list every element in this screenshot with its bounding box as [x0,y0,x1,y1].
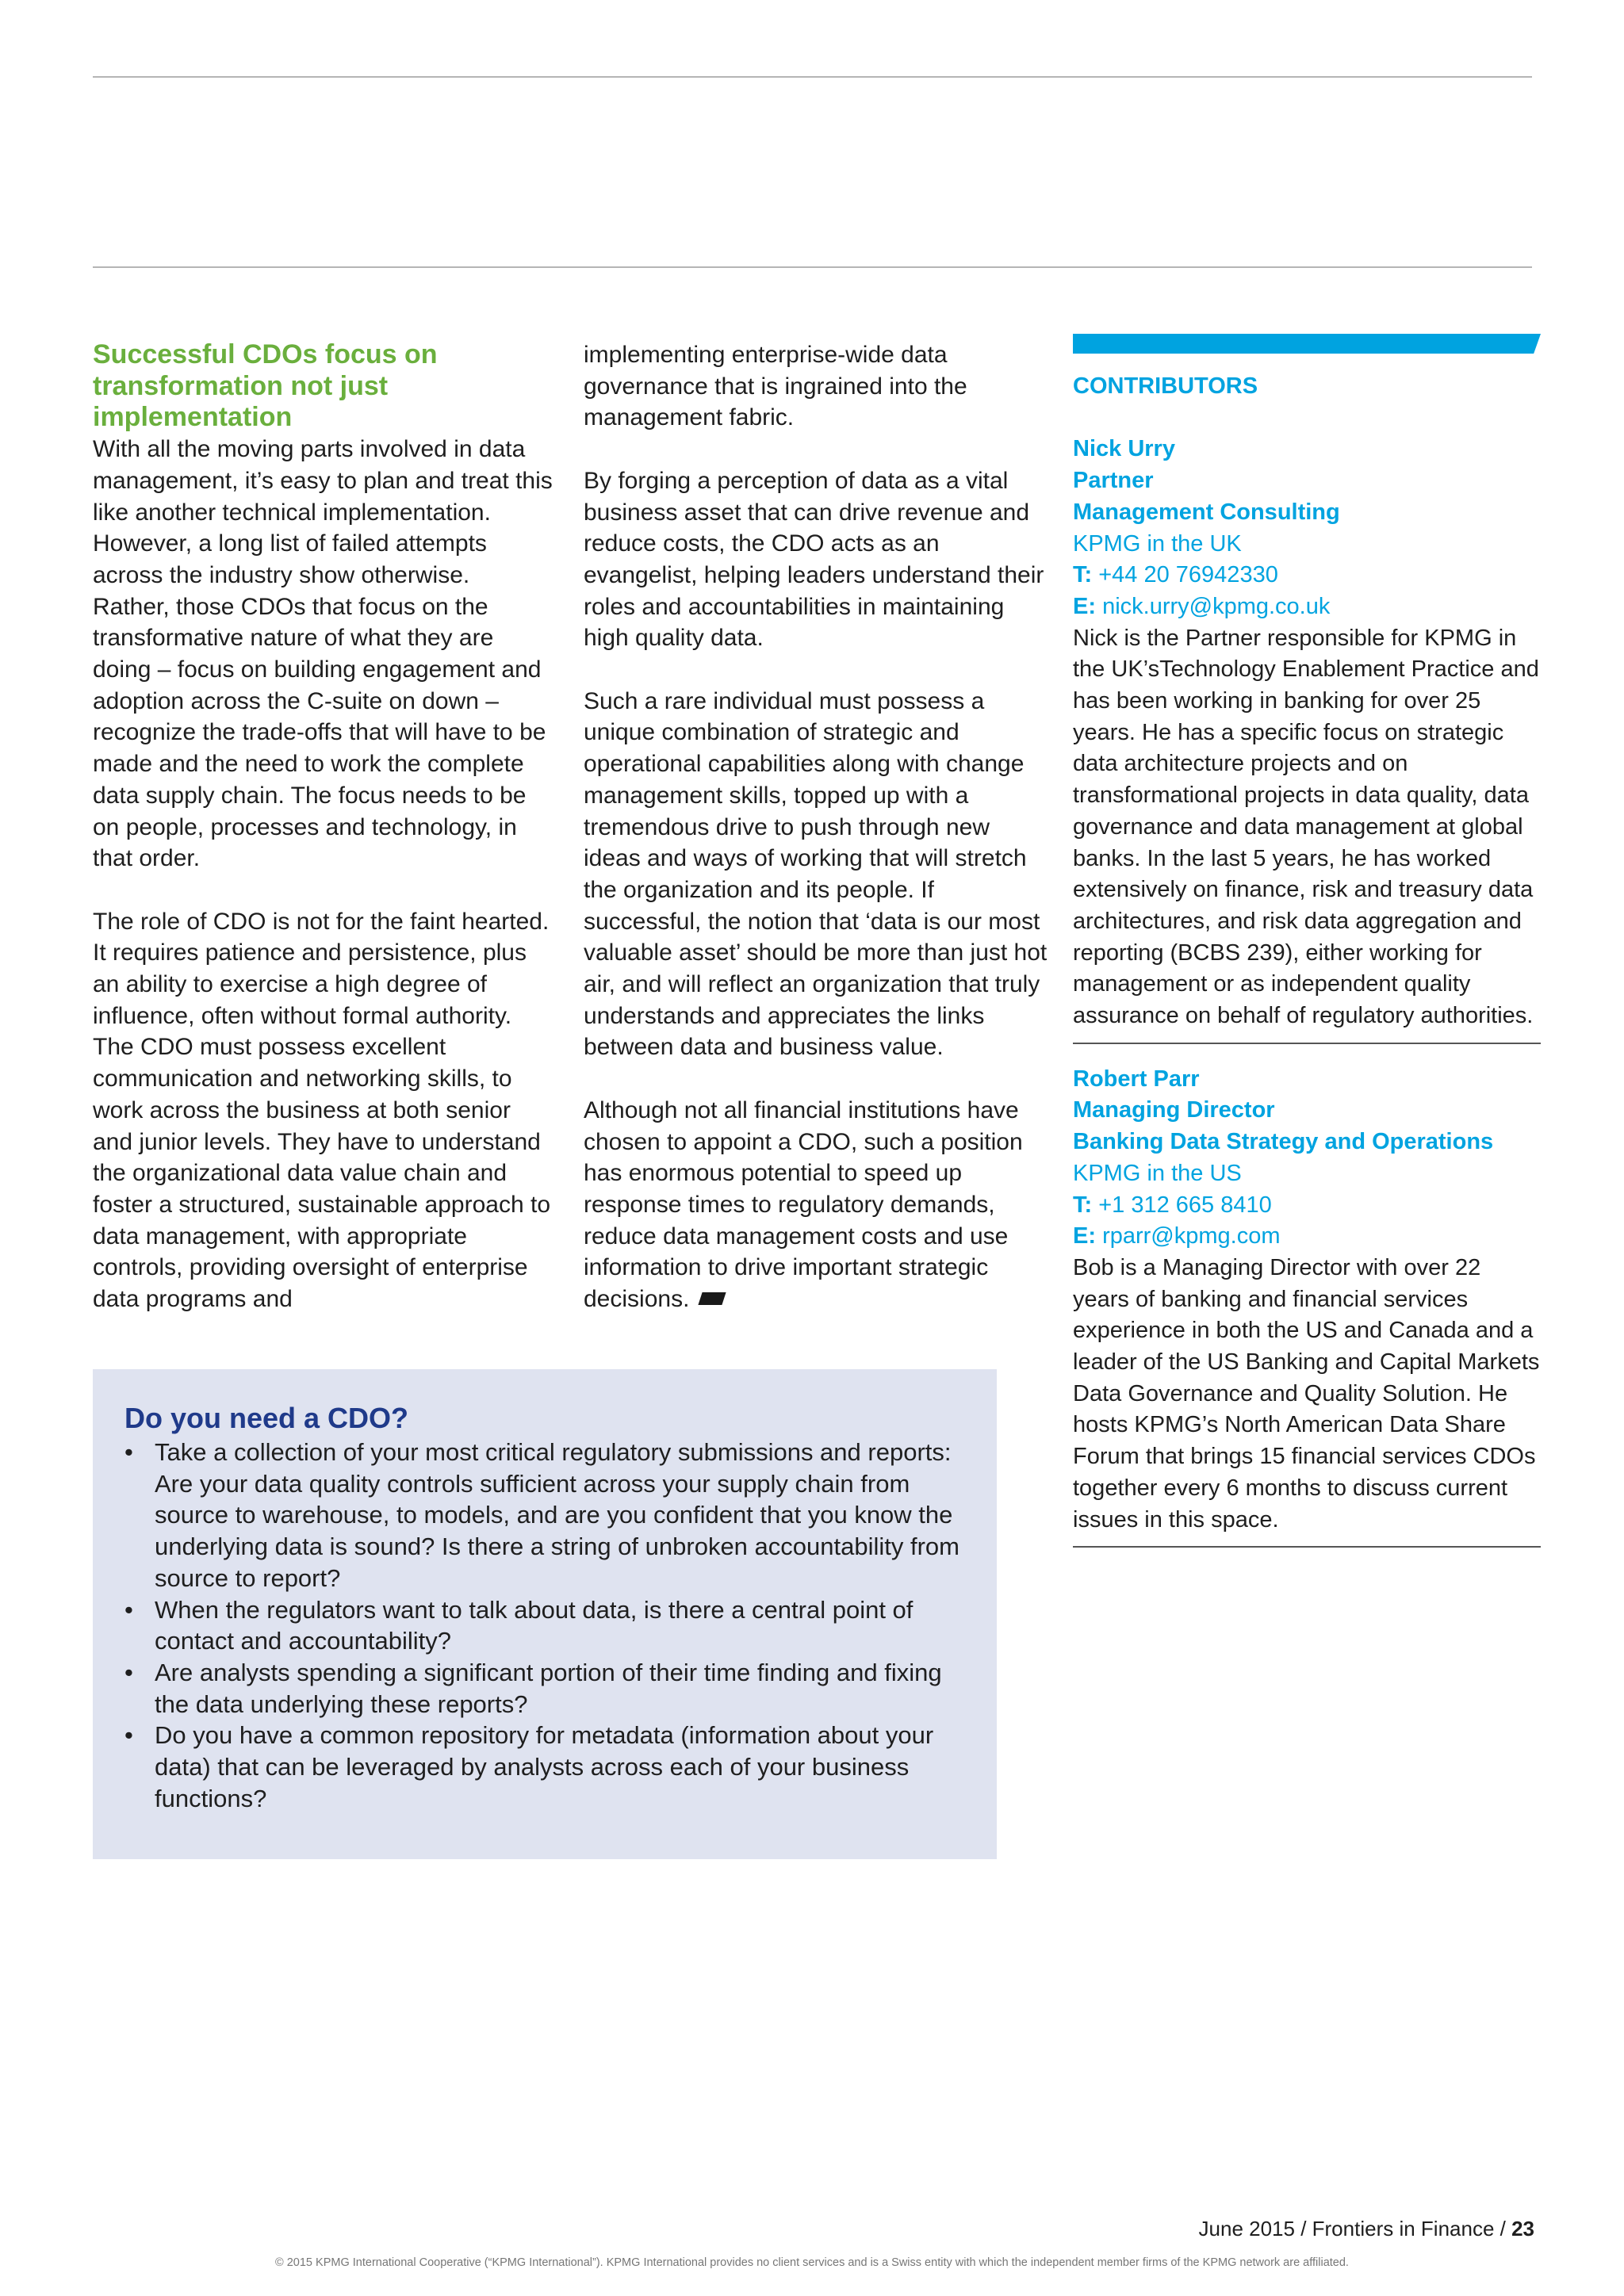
contributor-phone: T: +1 312 665 8410 [1073,1192,1272,1218]
top-rule [93,76,1532,78]
box-title: Do you need a CDO? [124,1402,409,1434]
body-paragraph: implementing enterprise-wide data governance that is ingrained into the management fabric. [584,342,967,431]
contributor-divider [1073,1546,1541,1548]
contributor-phone: T: +44 20 76942330 [1073,562,1278,588]
list-item: • Do you have a common repository for metadata (information about your data) that can be leveraged by analysts across each of your business functions? [124,1720,973,1814]
contributors-accent-bar [1073,334,1541,354]
contributor-department: Management Consulting [1073,499,1340,525]
body-paragraph: Such a rare individual must possess a unique combination of strategic and operational capabilities along with change management skills, topped up with a tremendous drive to push through new ideas and ways of working that will stretch the organization and its people. If successful, the notion that ‘data is our most valuable asset’ should be more than just hot air, and will reflect an organization that truly understands and appreciates the links between data and business value. [584,687,1048,1061]
do-you-need-cdo-box [93,1369,997,1859]
page-number: 23 [1511,2217,1534,2241]
contributor-email[interactable]: E: rparr@kpmg.com [1073,1223,1281,1249]
list-item: • Take a collection of your most critical regulatory submissions and reports: Are your data quality controls sufficient across your supply chain from source to warehouse, to models, and are you confident that you know the underlying data is sound? Is there a string of unbroken accountability from source to report? [124,1437,973,1594]
contributor-bio: Nick is the Partner responsible for KPMG in the UK’sTechnology Enablement Practice and has been working in banking for over 25 years. He has a specific focus on strategic data architecture projects and on transformational projects in data quality, data governance and data management at global banks. In the last 5 years, he has worked extensively on finance, risk and treasury data architectures, and risk data aggregation and reporting (BCBS 239), either working for management or as independent quality assurance on behalf of regulatory authorities. [1073,625,1539,1029]
contributor-card [1073,434,1541,1043]
list-item: • Are analysts spending a significant portion of their time finding and fixing the data underlying these reports? [124,1657,973,1720]
contributor-name: Nick Urry [1073,436,1175,462]
issue-label: June 2015 / Frontiers in Finance / [1198,2217,1512,2241]
contributors-panel [1073,371,1541,1548]
contributor-department: Banking Data Strategy and Operations [1073,1129,1494,1155]
middle-column [584,339,1048,1315]
contributors-heading: CONTRIBUTORS [1073,373,1258,399]
final-paragraph-text: Although not all financial institutions have chosen to appoint a CDO, such a position has enormous potential to speed up response times to regulatory demands, reduce data management costs and use information to drive important strategic decisions. [584,1096,1023,1313]
copyright-notice: © 2015 KPMG International Cooperative (“KPMG International”). KPMG International provides no client services and is a Swiss entity with which the independent member firms of the KPMG network are affiliated. [275,2256,1349,2269]
contributor-bio: Bob is a Managing Director with over 22 years of banking and financial services experience in both the US and Canada and a leader of the US Banking and Capital Markets Data Governance and Quality Solution. He hosts KPMG’s North American Data Share Forum that brings 15 financial services CDOs together every 6 months to discuss current issues in this space. [1073,1254,1540,1533]
contributor-divider [1073,1043,1541,1044]
body-paragraph: The role of CDO is not for the faint hearted. It requires patience and persistence, plus an ability to exercise a high degree of influence, often without formal authority. The CDO must possess excellent communication and networking skills, to work across the business at both senior and junior levels. They have to understand the organizational data value chain and foster a structured, sustainable approach to data management, with appropriate controls, providing oversight of enterprise data programs and [93,908,551,1313]
email-link[interactable]: rparr@kpmg.com [1102,1223,1281,1249]
contributor-email[interactable]: E: nick.urry@kpmg.co.uk [1073,593,1331,619]
left-column [93,339,553,1315]
page-footer [1199,2217,1534,2241]
contributor-title: Partner [1073,468,1154,494]
list-item: • When the regulators want to talk about data, is there a central point of contact and accountability? [124,1594,973,1657]
contributor-org: KPMG in the US [1073,1160,1242,1186]
header-rule [93,266,1532,268]
contributor-name: Robert Parr [1073,1066,1200,1092]
box-bullet-list [124,1437,973,1814]
contributor-title: Managing Director [1073,1097,1275,1123]
body-paragraph: By forging a perception of data as a vital business asset that can drive revenue and reduce costs, the CDO acts as an evangelist, helping leaders understand their roles and accountabilities in maintaining high quality data. [584,467,1044,652]
contributor-org: KPMG in the UK [1073,530,1242,557]
article-end-mark-icon [699,1292,726,1305]
body-paragraph: With all the moving parts involved in data management, it’s easy to plan and treat this like another technical implementation. However, a long list of failed attempts across the industry show otherwise. Rather, those CDOs that focus on the transformative nature of what they are doing – focus on building engagement and adoption across the C-suite on down – recognize the trade-offs that will have to be made and the need to work the complete data supply chain. The focus needs to be on people, processes and technology, in that order. [93,436,553,872]
contributor-card [1073,1064,1541,1548]
body-paragraph-final [584,1095,1048,1315]
email-link[interactable]: nick.urry@kpmg.co.uk [1102,593,1331,619]
section-heading: Successful CDOs focus on transformation not just implementation [93,339,438,433]
